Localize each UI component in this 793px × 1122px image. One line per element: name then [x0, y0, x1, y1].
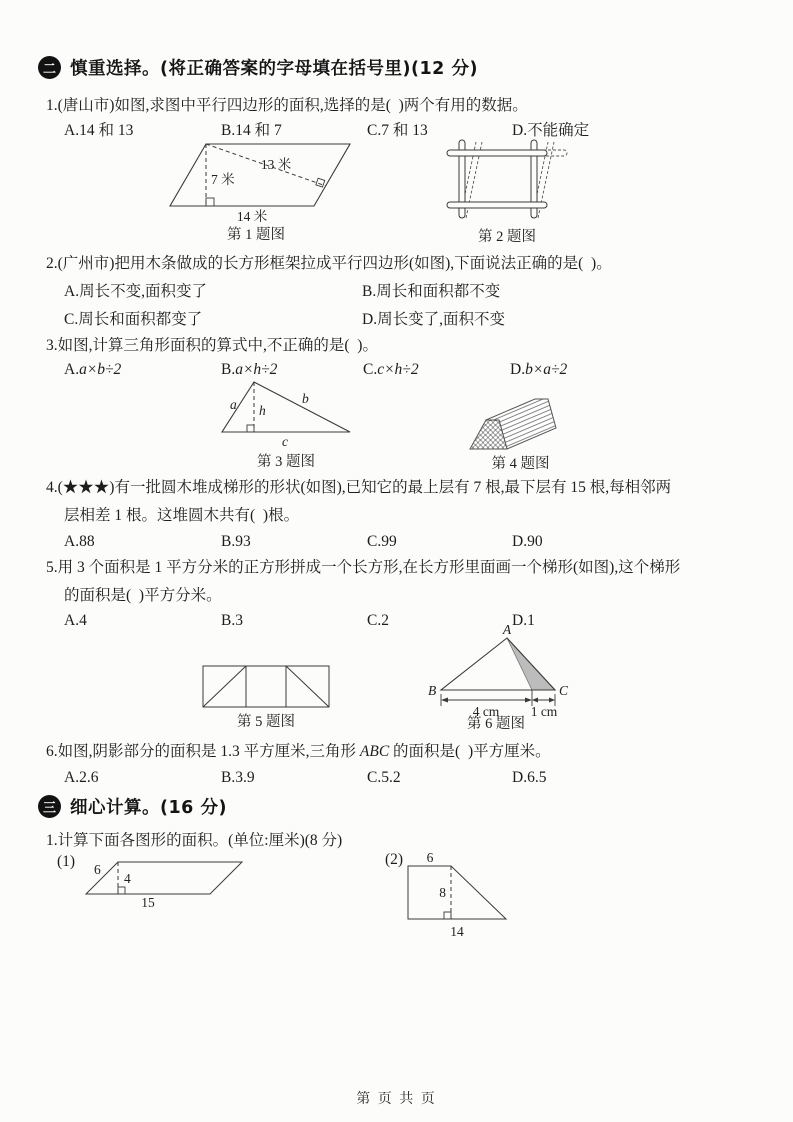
q3-option-b-prefix: B.	[221, 361, 236, 378]
q5-option-c: C.2	[367, 612, 389, 629]
fig6-vertex-a-label: A	[502, 624, 512, 637]
q3-text: 3.如图,计算三角形面积的算式中,不正确的是( )。	[46, 337, 378, 354]
q6-option-a: A.2.6	[64, 769, 99, 786]
fig3-side-b-label: b	[302, 391, 309, 406]
calc-fig2-height-label: 8	[439, 885, 446, 900]
fig2-caption: 第 2 题图	[478, 229, 536, 245]
fig4-caption: 第 4 题图	[491, 456, 550, 472]
figure-calc-2-trapezoid	[402, 852, 530, 946]
calc-fig1-side-label: 6	[94, 862, 101, 877]
q4-option-a: A.88	[64, 533, 95, 550]
section-calc-header	[38, 794, 227, 819]
fig6-segment-left-label: 4 cm	[472, 704, 500, 719]
q6-text-pre: 6.如图,阴影部分的面积是 1.3 平方厘米,三角形	[46, 743, 360, 760]
q4-text-line2: 层相差 1 根。这堆圆木共有( )根。	[64, 507, 300, 524]
q6-text-abc: ABC	[359, 743, 390, 760]
figure-1-parallelogram	[150, 140, 362, 222]
section-two-icon: 二	[38, 56, 61, 79]
q6-text	[46, 742, 551, 763]
q5-option-b: B.3	[221, 612, 243, 629]
figure-calc-1-parallelogram	[80, 852, 250, 908]
q5-option-a: A.4	[64, 612, 87, 629]
figure-4-log-pile	[443, 380, 598, 452]
q6-option-d: D.6.5	[512, 769, 547, 786]
q5-text-line1: 5.用 3 个面积是 1 平方分米的正方形拼成一个长方形,在长方形里面画一个梯形(如图),这个梯形	[46, 559, 681, 576]
calc-q1-text: 1.计算下面各图形的面积。(单位:厘米)(8 分)	[46, 832, 343, 849]
q3-option-c-formula: c×h÷2	[377, 361, 419, 378]
page-footer: 第 页 共 页	[356, 1092, 437, 1107]
q1-option-d: D.不能确定	[512, 122, 590, 139]
fig1-diagonal-label: 13 米	[260, 157, 292, 172]
calc-fig2-index: (2)	[385, 851, 404, 868]
section-choice-header	[38, 55, 478, 80]
fig6-vertex-b-label: B	[428, 683, 437, 698]
q4-text-line1: 4.(★★★)有一批圆木堆成梯形的形状(如图),已知它的最上层有 7 根,最下层有 15 根,每相邻两	[46, 479, 672, 496]
q2-text: 2.(广州市)把用木条做成的长方形框架拉成平行四边形(如图),下面说法正确的是( )。	[46, 255, 612, 272]
section-calc-title: 细心计算。(16 分)	[70, 798, 227, 818]
q3-option-a	[64, 360, 121, 381]
section-three-icon: 三	[38, 795, 61, 818]
fig6-vertex-c-label: C	[559, 683, 569, 698]
fig3-base-c-label: c	[282, 434, 288, 448]
fig1-height-label: 7 米	[211, 172, 235, 187]
fig3-side-a-label: a	[230, 397, 237, 412]
calc-fig1-height-label: 4	[124, 871, 131, 886]
fig3-caption: 第 3 题图	[257, 454, 315, 470]
calc-fig2-base-label: 14	[450, 924, 464, 939]
q4-option-b: B.93	[221, 533, 251, 550]
calc-fig1-base-label: 15	[141, 895, 155, 908]
fig5-caption: 第 5 题图	[237, 714, 295, 730]
q6-option-b: B.3.9	[221, 769, 255, 786]
calc-fig2-top-label: 6	[426, 852, 434, 865]
q3-option-c-prefix: C.	[363, 361, 378, 378]
q3-option-a-formula: a×b÷2	[79, 361, 122, 378]
q1-option-a: A.14 和 13	[64, 122, 134, 139]
figure-5-rectangle-trapezoid	[202, 664, 330, 710]
q1-text: 1.(唐山市)如图,求图中平行四边形的面积,选择的是( )两个有用的数据。	[46, 97, 528, 114]
q4-option-c: C.99	[367, 533, 397, 550]
q5-text-line2: 的面积是( )平方分米。	[64, 587, 222, 604]
q2-option-a: A.周长不变,面积变了	[64, 283, 207, 300]
q3-option-d	[510, 360, 567, 381]
fig6-segment-right-label: 1 cm	[530, 704, 558, 719]
figure-2-frame	[443, 138, 571, 224]
q3-option-d-prefix: D.	[510, 361, 526, 378]
calc-fig1-index: (1)	[57, 853, 76, 870]
figure-6-triangle-abc	[416, 624, 576, 720]
q4-option-d: D.90	[512, 533, 543, 550]
section-choice-title: 慎重选择。(将正确答案的字母填在括号里)(12 分)	[70, 59, 478, 79]
fig6-caption: 第 6 题图	[467, 716, 525, 732]
q1-option-c: C.7 和 13	[367, 122, 428, 139]
figure-3-triangle	[216, 376, 356, 448]
q5-option-d: D.1	[512, 612, 535, 629]
q3-option-d-formula: b×a÷2	[525, 361, 568, 378]
q6-text-post: 的面积是( )平方厘米。	[389, 743, 551, 760]
fig1-caption: 第 1 题图	[227, 227, 285, 243]
q2-option-b: B.周长和面积都不变	[362, 283, 501, 300]
fig1-base-label: 14 米	[236, 209, 268, 222]
q1-option-b: B.14 和 7	[221, 122, 282, 139]
q6-option-c: C.5.2	[367, 769, 401, 786]
q3-option-b-formula: a×h÷2	[235, 361, 278, 378]
q3-option-a-prefix: A.	[64, 361, 80, 378]
q2-option-c: C.周长和面积都变了	[64, 311, 203, 328]
fig3-height-h-label: h	[259, 403, 266, 418]
q3-option-c	[363, 360, 419, 381]
q2-option-d: D.周长变了,面积不变	[362, 311, 505, 328]
